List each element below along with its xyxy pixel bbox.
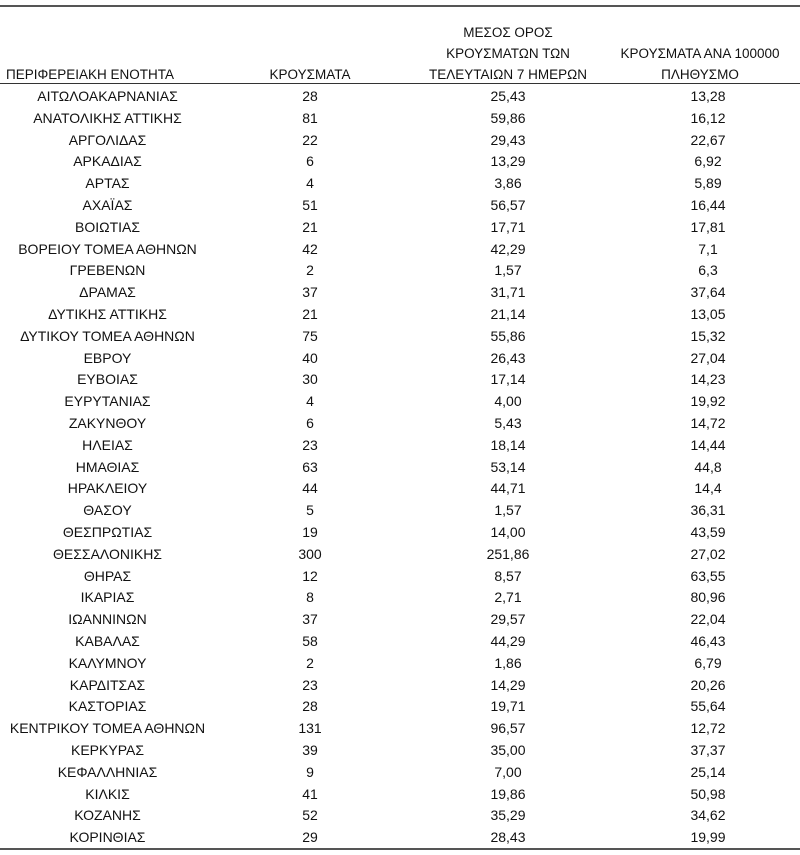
cell-cases-per-100k: 6,3 bbox=[698, 262, 718, 279]
cell-cases: 6 bbox=[306, 414, 314, 431]
header-cases: ΚΡΟΥΣΜΑΤΑ bbox=[269, 67, 351, 82]
cell-cases-per-100k: 37,37 bbox=[690, 741, 726, 758]
cell-cases-per-100k: 16,44 bbox=[690, 196, 726, 213]
cell-cases: 30 bbox=[302, 371, 318, 388]
cell-region: ΚΑΡΔΙΤΣΑΣ bbox=[69, 676, 146, 693]
cell-cases: 40 bbox=[302, 349, 318, 366]
cell-cases: 6 bbox=[306, 153, 314, 170]
table-row bbox=[0, 108, 800, 130]
cell-7day-average: 1,57 bbox=[494, 502, 522, 519]
cell-cases-per-100k: 50,98 bbox=[690, 785, 726, 802]
table-row bbox=[0, 675, 800, 697]
cell-cases-per-100k: 22,67 bbox=[690, 131, 726, 148]
cell-7day-average: 2,71 bbox=[494, 589, 522, 606]
cell-region: ΑΡΓΟΛΙΔΑΣ bbox=[68, 131, 147, 148]
cell-region: ΕΒΡΟΥ bbox=[83, 349, 132, 366]
cell-cases: 58 bbox=[302, 632, 318, 649]
table-bottom-rule bbox=[0, 848, 800, 850]
cell-cases-per-100k: 27,04 bbox=[690, 349, 726, 366]
table-row bbox=[0, 239, 800, 261]
table-row bbox=[0, 740, 800, 762]
cell-region: ΑΧΑΪΑΣ bbox=[82, 196, 133, 213]
cell-7day-average: 31,71 bbox=[490, 284, 526, 301]
cell-region: ΚΑΒΑΛΑΣ bbox=[75, 632, 140, 649]
cell-cases: 37 bbox=[302, 284, 318, 301]
cell-region: ΚΕΝΤΡΙΚΟΥ ΤΟΜΕΑ ΑΘΗΝΩΝ bbox=[9, 720, 206, 737]
cell-cases: 2 bbox=[306, 262, 314, 279]
cell-cases-per-100k: 5,89 bbox=[694, 175, 722, 192]
cell-7day-average: 17,71 bbox=[490, 218, 526, 235]
cell-cases: 21 bbox=[302, 305, 318, 322]
cell-region: ΚΟΖΑΝΗΣ bbox=[74, 807, 141, 824]
cell-cases-per-100k: 80,96 bbox=[690, 589, 726, 606]
cell-cases: 23 bbox=[302, 676, 318, 693]
cell-cases-per-100k: 34,62 bbox=[690, 807, 726, 824]
cell-7day-average: 1,86 bbox=[494, 654, 522, 671]
table-row bbox=[0, 696, 800, 718]
table-row bbox=[0, 86, 800, 108]
table-body bbox=[0, 86, 800, 849]
cell-cases: 28 bbox=[302, 698, 318, 715]
table-row bbox=[0, 391, 800, 413]
cell-cases-per-100k: 14,4 bbox=[694, 480, 722, 497]
cell-7day-average: 28,43 bbox=[490, 829, 526, 846]
cell-7day-average: 44,29 bbox=[490, 632, 526, 649]
cell-7day-average: 19,71 bbox=[490, 698, 526, 715]
cell-7day-average: 14,29 bbox=[490, 676, 526, 693]
table-row bbox=[0, 195, 800, 217]
cell-7day-average: 59,86 bbox=[490, 109, 526, 126]
cell-cases: 22 bbox=[302, 131, 318, 148]
cell-region: ΘΕΣΣΑΛΟΝΙΚΗΣ bbox=[53, 545, 162, 562]
table-row bbox=[0, 282, 800, 304]
header-cases-per-100k bbox=[600, 43, 800, 85]
cell-region: ΒΟΙΩΤΙΑΣ bbox=[74, 218, 141, 235]
cell-cases: 21 bbox=[302, 218, 318, 235]
table-row bbox=[0, 217, 800, 239]
header-7day-average-line-2: ΚΡΟΥΣΜΑΤΩΝ ΤΩΝ bbox=[446, 46, 570, 61]
cell-7day-average: 17,14 bbox=[490, 371, 526, 388]
cell-cases-per-100k: 22,04 bbox=[690, 611, 726, 628]
table-row bbox=[0, 413, 800, 435]
cell-region: ΙΩΑΝΝΙΝΩΝ bbox=[68, 611, 147, 628]
table-row bbox=[0, 326, 800, 348]
cell-cases: 2 bbox=[306, 654, 314, 671]
cell-7day-average: 53,14 bbox=[490, 458, 526, 475]
cell-7day-average: 35,00 bbox=[490, 741, 526, 758]
cell-cases: 4 bbox=[306, 393, 314, 410]
table-row bbox=[0, 304, 800, 326]
cell-region: ΔΡΑΜΑΣ bbox=[79, 284, 136, 301]
table-top-rule bbox=[0, 5, 800, 7]
table-row bbox=[0, 784, 800, 806]
cell-cases-per-100k: 13,05 bbox=[690, 305, 726, 322]
cell-region: ΓΡΕΒΕΝΩΝ bbox=[69, 262, 146, 279]
cell-7day-average: 13,29 bbox=[490, 153, 526, 170]
table-row bbox=[0, 457, 800, 479]
cell-cases: 300 bbox=[298, 545, 322, 562]
header-cases-per-100k-line-1: ΚΡΟΥΣΜΑΤΑ ΑΝΑ 100000 bbox=[620, 46, 780, 61]
cell-7day-average: 44,71 bbox=[490, 480, 526, 497]
cell-cases: 29 bbox=[302, 829, 318, 846]
cell-region: ΗΛΕΙΑΣ bbox=[82, 436, 133, 453]
cell-region: ΔΥΤΙΚΟΥ ΤΟΜΕΑ ΑΘΗΝΩΝ bbox=[20, 327, 195, 344]
table-row bbox=[0, 260, 800, 282]
cell-region: ΚΑΛΥΜΝΟΥ bbox=[68, 654, 147, 671]
cell-cases-per-100k: 13,28 bbox=[690, 88, 726, 104]
cell-region: ΚΟΡΙΝΘΙΑΣ bbox=[69, 829, 146, 846]
cell-cases-per-100k: 46,43 bbox=[690, 632, 726, 649]
header-7day-average-line-1: ΜΕΣΟΣ ΟΡΟΣ bbox=[463, 25, 553, 40]
cell-region: ΘΑΣΟΥ bbox=[83, 502, 132, 519]
cell-cases-per-100k: 6,92 bbox=[694, 153, 722, 170]
header-rule bbox=[0, 83, 800, 84]
cell-7day-average: 26,43 bbox=[490, 349, 526, 366]
table-row bbox=[0, 544, 800, 566]
cell-region: ΒΟΡΕΙΟΥ ΤΟΜΕΑ ΑΘΗΝΩΝ bbox=[18, 240, 197, 257]
cell-cases-per-100k: 20,26 bbox=[690, 676, 726, 693]
table-row bbox=[0, 348, 800, 370]
table-row bbox=[0, 631, 800, 653]
cell-cases-per-100k: 17,81 bbox=[690, 218, 726, 235]
cell-7day-average: 35,29 bbox=[490, 807, 526, 824]
cell-cases: 131 bbox=[298, 720, 322, 737]
cell-cases: 44 bbox=[302, 480, 318, 497]
cell-cases: 42 bbox=[302, 240, 318, 257]
cell-region: ΘΕΣΠΡΩΤΙΑΣ bbox=[62, 523, 153, 540]
cell-7day-average: 29,43 bbox=[490, 131, 526, 148]
cell-7day-average: 14,00 bbox=[490, 523, 526, 540]
cell-7day-average: 7,00 bbox=[494, 763, 522, 780]
cell-cases-per-100k: 14,72 bbox=[690, 414, 726, 431]
cell-region: ΔΥΤΙΚΗΣ ΑΤΤΙΚΗΣ bbox=[48, 305, 167, 322]
cell-cases: 75 bbox=[302, 327, 318, 344]
cell-7day-average: 3,86 bbox=[494, 175, 522, 192]
cell-cases-per-100k: 12,72 bbox=[690, 720, 726, 737]
table-row bbox=[0, 173, 800, 195]
table-row bbox=[0, 609, 800, 631]
table-row bbox=[0, 762, 800, 784]
table-row bbox=[0, 653, 800, 675]
cell-7day-average: 56,57 bbox=[490, 196, 526, 213]
cell-cases: 5 bbox=[306, 502, 314, 519]
cell-7day-average: 5,43 bbox=[494, 414, 522, 431]
cell-cases: 4 bbox=[306, 175, 314, 192]
cell-cases-per-100k: 14,23 bbox=[690, 371, 726, 388]
cell-cases-per-100k: 16,12 bbox=[690, 109, 726, 126]
cell-region: ΕΥΒΟΙΑΣ bbox=[77, 371, 138, 388]
cell-cases-per-100k: 14,44 bbox=[690, 436, 726, 453]
table-row bbox=[0, 587, 800, 609]
table-row bbox=[0, 435, 800, 457]
cell-cases-per-100k: 27,02 bbox=[690, 545, 726, 562]
cell-cases: 41 bbox=[302, 785, 318, 802]
cell-7day-average: 42,29 bbox=[490, 240, 526, 257]
cell-region: ΑΙΤΩΛΟΑΚΑΡΝΑΝΙΑΣ bbox=[37, 88, 178, 104]
cell-region: ΚΕΡΚΥΡΑΣ bbox=[71, 741, 144, 758]
cell-region: ΑΡΤΑΣ bbox=[85, 175, 130, 192]
cell-cases: 9 bbox=[306, 763, 314, 780]
cell-cases: 81 bbox=[302, 109, 318, 126]
cell-region: ΙΚΑΡΙΑΣ bbox=[80, 589, 135, 606]
cell-7day-average: 55,86 bbox=[490, 327, 526, 344]
header-cases-per-100k-line-2: ΠΛΗΘΥΣΜΟ bbox=[661, 67, 739, 82]
table-row bbox=[0, 500, 800, 522]
table-row bbox=[0, 522, 800, 544]
table-row bbox=[0, 369, 800, 391]
cell-cases: 39 bbox=[302, 741, 318, 758]
cell-cases: 19 bbox=[302, 523, 318, 540]
cell-region: ΗΡΑΚΛΕΙΟΥ bbox=[67, 480, 148, 497]
cell-7day-average: 96,57 bbox=[490, 720, 526, 737]
cell-cases: 63 bbox=[302, 458, 318, 475]
cell-7day-average: 25,43 bbox=[490, 88, 526, 104]
cell-region: ΑΡΚΑΔΙΑΣ bbox=[73, 153, 142, 170]
cell-cases-per-100k: 44,8 bbox=[694, 458, 722, 475]
cell-7day-average: 19,86 bbox=[490, 785, 526, 802]
cell-cases-per-100k: 37,64 bbox=[690, 284, 726, 301]
cell-cases-per-100k: 7,1 bbox=[698, 240, 718, 257]
cell-cases-per-100k: 55,64 bbox=[690, 698, 726, 715]
table-row bbox=[0, 827, 800, 849]
cell-cases: 23 bbox=[302, 436, 318, 453]
cell-7day-average: 251,86 bbox=[486, 545, 530, 562]
cell-region: ΕΥΡΥΤΑΝΙΑΣ bbox=[64, 393, 151, 410]
table-row bbox=[0, 718, 800, 740]
header-region: ΠΕΡΙΦΕΡΕΙΑΚΗ ΕΝΟΤΗΤΑ bbox=[6, 67, 175, 82]
cell-region: ΚΙΛΚΙΣ bbox=[85, 785, 130, 802]
cell-7day-average: 29,57 bbox=[490, 611, 526, 628]
cell-cases: 28 bbox=[302, 88, 318, 104]
cell-region: ΚΑΣΤΟΡΙΑΣ bbox=[68, 698, 147, 715]
cell-7day-average: 21,14 bbox=[490, 305, 526, 322]
cell-cases-per-100k: 19,92 bbox=[690, 393, 726, 410]
cell-cases-per-100k: 63,55 bbox=[690, 567, 726, 584]
cell-7day-average: 4,00 bbox=[494, 393, 522, 410]
header-7day-average-line-3: ΤΕΛΕΥΤΑΙΩΝ 7 ΗΜΕΡΩΝ bbox=[429, 67, 587, 82]
cell-cases-per-100k: 15,32 bbox=[690, 327, 726, 344]
cell-cases-per-100k: 25,14 bbox=[690, 763, 726, 780]
cell-cases: 51 bbox=[302, 196, 318, 213]
cell-cases-per-100k: 19,99 bbox=[690, 829, 726, 846]
cell-7day-average: 18,14 bbox=[490, 436, 526, 453]
cell-cases: 52 bbox=[302, 807, 318, 824]
cell-region: ΑΝΑΤΟΛΙΚΗΣ ΑΤΤΙΚΗΣ bbox=[33, 109, 182, 126]
table-row bbox=[0, 805, 800, 827]
cell-region: ΘΗΡΑΣ bbox=[83, 567, 132, 584]
cell-cases: 8 bbox=[306, 589, 314, 606]
cell-7day-average: 8,57 bbox=[494, 567, 522, 584]
table-row bbox=[0, 151, 800, 173]
cell-region: ΗΜΑΘΙΑΣ bbox=[75, 458, 140, 475]
cell-cases: 12 bbox=[302, 567, 318, 584]
table-row bbox=[0, 566, 800, 588]
table-row bbox=[0, 130, 800, 152]
cell-cases-per-100k: 36,31 bbox=[690, 502, 726, 519]
cell-7day-average: 1,57 bbox=[494, 262, 522, 279]
table-row bbox=[0, 478, 800, 500]
cell-cases-per-100k: 6,79 bbox=[694, 654, 722, 671]
cell-region: ΖΑΚΥΝΘΟΥ bbox=[68, 414, 147, 431]
cell-cases-per-100k: 43,59 bbox=[690, 523, 726, 540]
cell-cases: 37 bbox=[302, 611, 318, 628]
cell-region: ΚΕΦΑΛΛΗΝΙΑΣ bbox=[57, 763, 158, 780]
header-7day-average bbox=[410, 22, 606, 85]
